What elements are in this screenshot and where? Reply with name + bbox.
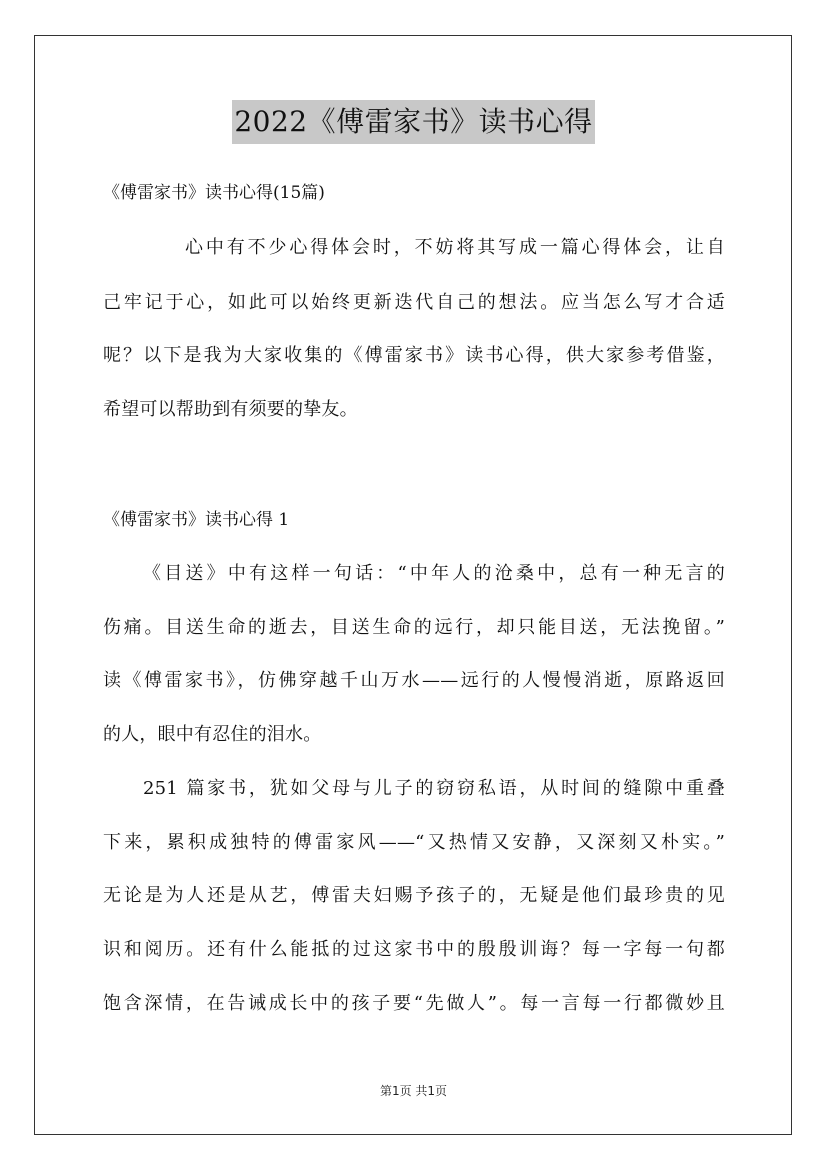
paragraph1-line-2: 伤痛。目送生命的逝去，目送生命的远行，却只能目送，无法挽留。” — [103, 617, 725, 638]
paragraph1-line-1: 《目送》中有这样一句话：“中年人的沧桑中，总有一种无言的 — [143, 563, 725, 584]
section-heading-1: 《傅雷家书》读书心得 1 — [103, 510, 290, 530]
paragraph1-line-3: 读《傅雷家书》，仿佛穿越千山万水——远行的人慢慢消逝，原路返回 — [103, 670, 725, 691]
paragraph2-line-2: 下来，累积成独特的傅雷家风——“又热情又安静，又深刻又朴实。” — [103, 832, 725, 853]
document-subtitle: 《傅雷家书》读书心得(15篇) — [103, 183, 325, 203]
intro-line-4: 希望可以帮助到有须要的挚友。 — [103, 399, 358, 420]
title-container — [0, 100, 827, 144]
paragraph1-line-4: 的人，眼中有忍住的泪水。 — [103, 724, 322, 745]
page-footer: 第1页 共1页 — [379, 1084, 448, 1098]
paragraph2-line-4: 识和阅历。还有什么能抵的过这家书中的殷殷训诲？每一字每一句都 — [103, 939, 725, 960]
document-title: 2022《傅雷家书》读书心得 — [232, 100, 594, 144]
paragraph2-line-1: 251 篇家书，犹如父母与儿子的窃窃私语，从时间的缝隙中重叠 — [143, 778, 725, 799]
paragraph2-line-5: 饱含深情，在告诫成长中的孩子要“先做人”。每一言每一行都微妙且 — [103, 993, 725, 1014]
intro-line-2: 己牢记于心，如此可以始终更新迭代自己的想法。应当怎么写才合适 — [103, 292, 725, 313]
paragraph2-line-3: 无论是为人还是从艺，傅雷夫妇赐予孩子的，无疑是他们最珍贵的见 — [103, 885, 725, 906]
intro-line-3: 呢？以下是我为大家收集的《傅雷家书》读书心得，供大家参考借鉴， — [103, 345, 725, 366]
intro-line-1: 心中有不少心得体会时，不妨将其写成一篇心得体会，让自 — [185, 237, 725, 258]
